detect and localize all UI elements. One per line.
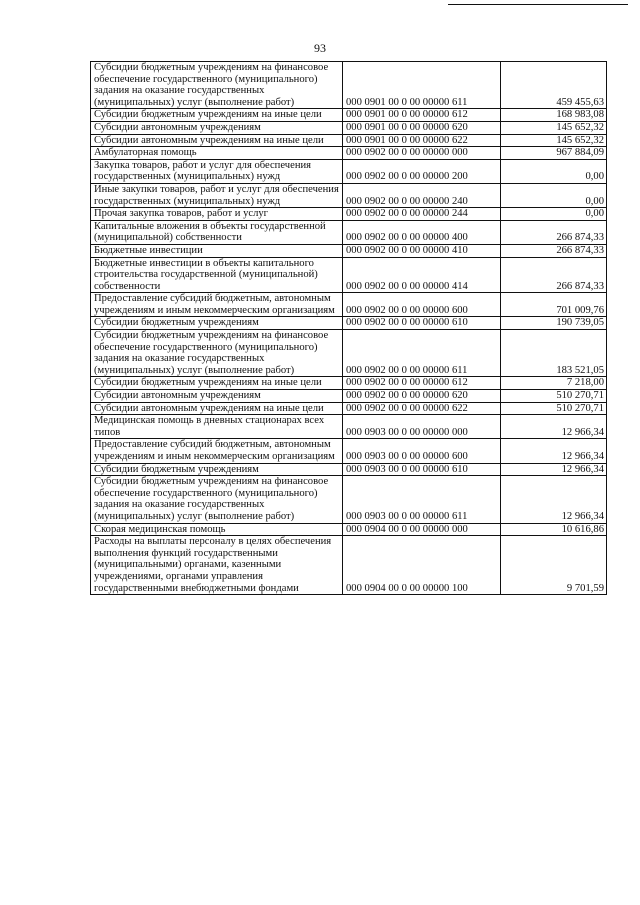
row-name: Субсидии бюджетным учреждениям на иные цели: [91, 109, 343, 122]
table-row: [91, 109, 607, 122]
row-name: Предоставление субсидий бюджетным, автономным учреждениям и иным некоммерческим организациям: [91, 439, 343, 463]
table-row: [91, 390, 607, 403]
row-amount: 266 874,33: [501, 220, 607, 244]
row-name: Иные закупки товаров, работ и услуг для обеспечения государственных (муниципальных) нужд: [91, 183, 343, 207]
row-code: 000 0902 00 0 00 00000 414: [343, 257, 501, 293]
row-amount: 12 966,34: [501, 415, 607, 439]
row-name: Субсидии автономным учреждениям: [91, 390, 343, 403]
row-code: 000 0902 00 0 00 00000 612: [343, 377, 501, 390]
row-code: 000 0903 00 0 00 00000 610: [343, 463, 501, 476]
row-amount: 145 652,32: [501, 121, 607, 134]
table-row: [91, 147, 607, 160]
row-amount: 0,00: [501, 159, 607, 183]
table-row: [91, 208, 607, 221]
table-row: [91, 402, 607, 415]
table-row: [91, 476, 607, 523]
row-name: Субсидии бюджетным учреждениям на финансовое обеспечение государственного (муниципального) задания на оказание государственных (муниципальных) услуг (выполнение работ): [91, 476, 343, 523]
row-code: 000 0903 00 0 00 00000 600: [343, 439, 501, 463]
row-amount: 0,00: [501, 183, 607, 207]
row-amount: 701 009,76: [501, 293, 607, 317]
table-row: [91, 134, 607, 147]
table-row: [91, 330, 607, 377]
row-code: 000 0902 00 0 00 00000 000: [343, 147, 501, 160]
table-row: [91, 536, 607, 595]
row-amount: 459 455,63: [501, 62, 607, 109]
row-name: Расходы на выплаты персоналу в целях обеспечения выполнения функций государственными (муниципальными) органами, казенными учреждениями, органами управления государственными внебюджетными фондами: [91, 536, 343, 595]
row-code: 000 0903 00 0 00 00000 000: [343, 415, 501, 439]
row-code: 000 0903 00 0 00 00000 611: [343, 476, 501, 523]
row-amount: 12 966,34: [501, 476, 607, 523]
row-amount: 266 874,33: [501, 244, 607, 257]
table-row: [91, 183, 607, 207]
row-amount: 510 270,71: [501, 402, 607, 415]
row-code: 000 0902 00 0 00 00000 622: [343, 402, 501, 415]
row-code: 000 0901 00 0 00 00000 620: [343, 121, 501, 134]
row-name: Капитальные вложения в объекты государственной (муниципальной) собственности: [91, 220, 343, 244]
table-row: [91, 523, 607, 536]
row-amount: 9 701,59: [501, 536, 607, 595]
row-amount: 266 874,33: [501, 257, 607, 293]
table-row: [91, 293, 607, 317]
row-code: 000 0902 00 0 00 00000 240: [343, 183, 501, 207]
row-amount: 12 966,34: [501, 463, 607, 476]
row-amount: 168 983,08: [501, 109, 607, 122]
row-amount: 510 270,71: [501, 390, 607, 403]
row-code: 000 0902 00 0 00 00000 400: [343, 220, 501, 244]
table-row: [91, 415, 607, 439]
row-code: 000 0902 00 0 00 00000 244: [343, 208, 501, 221]
row-name: Субсидии бюджетным учреждениям: [91, 463, 343, 476]
table-row: [91, 463, 607, 476]
row-code: 000 0901 00 0 00 00000 622: [343, 134, 501, 147]
table-row: [91, 377, 607, 390]
table-row: [91, 62, 607, 109]
row-name: Бюджетные инвестиции в объекты капитального строительства государственной (муниципальной) собственности: [91, 257, 343, 293]
row-name: Предоставление субсидий бюджетным, автономным учреждениям и иным некоммерческим организациям: [91, 293, 343, 317]
row-code: 000 0901 00 0 00 00000 612: [343, 109, 501, 122]
row-code: 000 0902 00 0 00 00000 611: [343, 330, 501, 377]
table-row: [91, 244, 607, 257]
table-row: [91, 121, 607, 134]
row-code: 000 0902 00 0 00 00000 600: [343, 293, 501, 317]
table-row: [91, 317, 607, 330]
page-number: 93: [314, 41, 326, 55]
row-code: 000 0904 00 0 00 00000 100: [343, 536, 501, 595]
row-code: 000 0902 00 0 00 00000 200: [343, 159, 501, 183]
row-code: 000 0901 00 0 00 00000 611: [343, 62, 501, 109]
row-name: Субсидии автономным учреждениям на иные цели: [91, 402, 343, 415]
row-name: Субсидии бюджетным учреждениям на финансовое обеспечение государственного (муниципального) задания на оказание государственных (муниципальных) услуг (выполнение работ): [91, 330, 343, 377]
budget-table: [90, 61, 607, 595]
row-name: Субсидии бюджетным учреждениям: [91, 317, 343, 330]
row-name: Субсидии бюджетным учреждениям на иные цели: [91, 377, 343, 390]
row-amount: 10 616,86: [501, 523, 607, 536]
row-amount: 12 966,34: [501, 439, 607, 463]
table-row: [91, 220, 607, 244]
row-amount: 967 884,09: [501, 147, 607, 160]
table-row: [91, 159, 607, 183]
row-code: 000 0902 00 0 00 00000 620: [343, 390, 501, 403]
row-code: 000 0902 00 0 00 00000 410: [343, 244, 501, 257]
row-name: Субсидии автономным учреждениям: [91, 121, 343, 134]
budget-table-body: [91, 62, 607, 595]
top-rule: [448, 4, 628, 5]
row-amount: 183 521,05: [501, 330, 607, 377]
row-amount: 145 652,32: [501, 134, 607, 147]
row-name: Закупка товаров, работ и услуг для обеспечения государственных (муниципальных) нужд: [91, 159, 343, 183]
row-amount: 7 218,00: [501, 377, 607, 390]
row-name: Скорая медицинская помощь: [91, 523, 343, 536]
row-name: Субсидии автономным учреждениям на иные цели: [91, 134, 343, 147]
row-amount: 0,00: [501, 208, 607, 221]
table-row: [91, 439, 607, 463]
table-row: [91, 257, 607, 293]
row-code: 000 0902 00 0 00 00000 610: [343, 317, 501, 330]
row-name: Медицинская помощь в дневных стационарах всех типов: [91, 415, 343, 439]
row-name: Бюджетные инвестиции: [91, 244, 343, 257]
row-code: 000 0904 00 0 00 00000 000: [343, 523, 501, 536]
row-name: Субсидии бюджетным учреждениям на финансовое обеспечение государственного (муниципального) задания на оказание государственных (муниципальных) услуг (выполнение работ): [91, 62, 343, 109]
row-name: Прочая закупка товаров, работ и услуг: [91, 208, 343, 221]
row-amount: 190 739,05: [501, 317, 607, 330]
row-name: Амбулаторная помощь: [91, 147, 343, 160]
